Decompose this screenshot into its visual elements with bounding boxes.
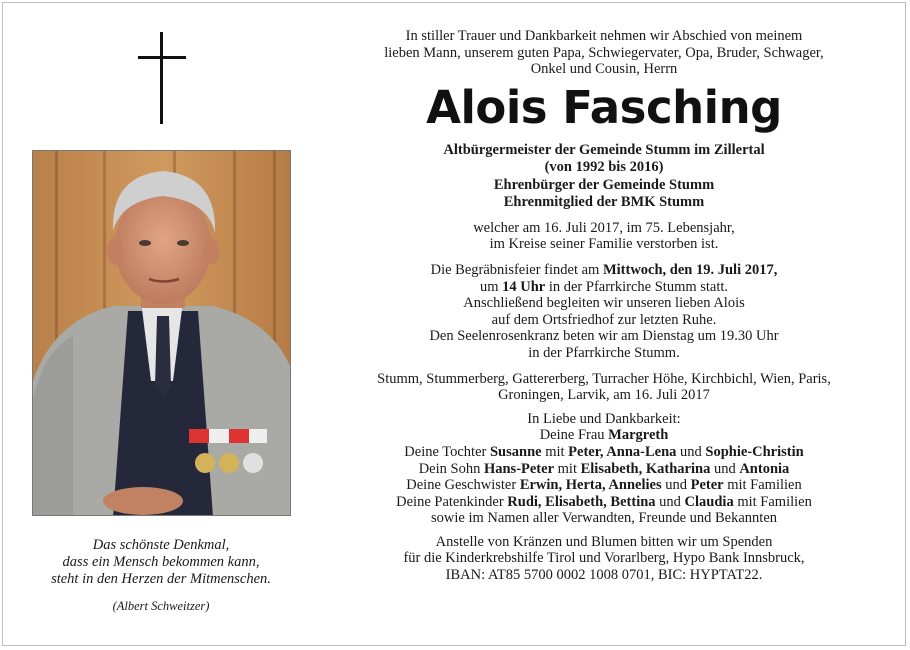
mourner-name: Peter, Anna-Lena <box>568 443 677 460</box>
intro-text <box>322 28 886 78</box>
mourner-name: Elisabeth, Katharina <box>580 460 711 477</box>
mourner-name: Antonia <box>739 460 790 477</box>
quote-line: Das schönste Denkmal, <box>92 537 230 553</box>
donation-line: Anstelle von Kränzen und Blumen bitten wir um Spenden <box>435 533 773 550</box>
death-line: welcher am 16. Juli 2017, im 75. Lebensjahr, <box>473 219 735 236</box>
mourner-text: und <box>710 460 740 477</box>
mourner-text: Deine Tochter <box>404 443 490 460</box>
quote-line: steht in den Herzen der Mitmenschen. <box>51 571 271 587</box>
funeral-line: Anschließend begleiten wir unseren lieben Alois <box>463 295 745 312</box>
title-line: Ehrenbürger der Gemeinde Stumm <box>493 176 715 193</box>
title-line: Ehrenmitglied der BMK Stumm <box>503 194 705 211</box>
title-line: (von 1992 bis 2016) <box>544 159 664 176</box>
funeral-line: auf dem Ortsfriedhof zur letzten Ruhe. <box>491 311 717 328</box>
mourners-heading: In Liebe und Dankbarkeit: <box>527 410 681 427</box>
places-line: Stumm, Stummerberg, Gattererberg, Turracher Höhe, Kirchbichl, Wien, Paris, <box>377 370 831 387</box>
death-line: im Kreise seiner Familie verstorben ist. <box>489 236 719 253</box>
intro-line: lieben Mann, unserem guten Papa, Schwiegervater, Opa, Bruder, Schwager, <box>384 44 824 61</box>
quote-author: (Albert Schweitzer) <box>112 599 210 613</box>
notice-text <box>322 28 886 584</box>
intro-line: In stiller Trauer und Dankbarkeit nehmen wir Abschied von meinem <box>405 28 803 44</box>
places-line: Groningen, Larvik, am 16. Juli 2017 <box>498 387 710 404</box>
deceased-name: Alois Fasching <box>426 80 782 134</box>
mourner-name: Susanne <box>489 443 542 460</box>
mourner-text: mit <box>541 443 569 460</box>
mourners-list <box>322 411 886 527</box>
funeral-text: um <box>479 278 503 295</box>
mourner-text: Deine Patenkinder <box>396 493 508 510</box>
mourner-text: Dein Sohn <box>418 460 484 477</box>
portrait-photo <box>32 150 291 516</box>
mourner-text: mit Familien <box>733 493 812 510</box>
mourner-text: sowie im Namen aller Verwandten, Freunde und Bekannten <box>430 510 778 527</box>
mourner-text: mit <box>554 460 581 477</box>
mourner-name: Margreth <box>608 427 669 444</box>
mourner-text: und <box>661 477 691 494</box>
funeral-text: Die Begräbnisfeier findet am <box>430 261 603 278</box>
quote-line: dass ein Mensch bekommen kann, <box>62 554 260 570</box>
mourner-text: und <box>655 493 685 510</box>
funeral-date: Mittwoch, den 19. Juli 2017, <box>602 261 778 278</box>
mourner-name: Rudi, Elisabeth, Bettina <box>507 493 656 510</box>
places-date <box>322 371 886 404</box>
mourner-name: Sophie-Christin <box>705 443 804 460</box>
donation-line: IBAN: AT85 5700 0002 1008 0701, BIC: HYPTAT22. <box>445 567 763 584</box>
mourner-name: Erwin, Herta, Annelies <box>519 477 662 494</box>
mourner-name: Claudia <box>684 493 734 510</box>
donation-line: für die Kinderkrebshilfe Tirol und Vorarlberg, Hypo Bank Innsbruck, <box>403 550 805 567</box>
intro-line: Onkel und Cousin, Herrn <box>530 61 678 78</box>
mourner-name: Peter <box>690 477 724 494</box>
funeral-text: in der Pfarrkirche Stumm statt. <box>545 278 729 295</box>
funeral-info <box>322 262 886 362</box>
mourner-name: Hans-Peter <box>483 460 555 477</box>
funeral-line: in der Pfarrkirche Stumm. <box>528 344 680 361</box>
title-line: Altbürgermeister der Gemeinde Stumm im Zillertal <box>443 141 765 158</box>
quote-block <box>20 537 302 615</box>
mourner-text: Deine Geschwister <box>406 477 520 494</box>
death-info <box>322 220 886 253</box>
mourner-text: Deine Frau <box>539 427 609 444</box>
mourner-text: mit Familien <box>723 477 802 494</box>
funeral-time: 14 Uhr <box>502 278 546 295</box>
honorary-titles <box>322 142 886 212</box>
donation-info <box>322 534 886 584</box>
cross-icon <box>138 32 186 124</box>
funeral-line: Den Seelenrosenkranz beten wir am Dienstag um 19.30 Uhr <box>429 328 779 345</box>
mourner-text: und <box>676 443 706 460</box>
